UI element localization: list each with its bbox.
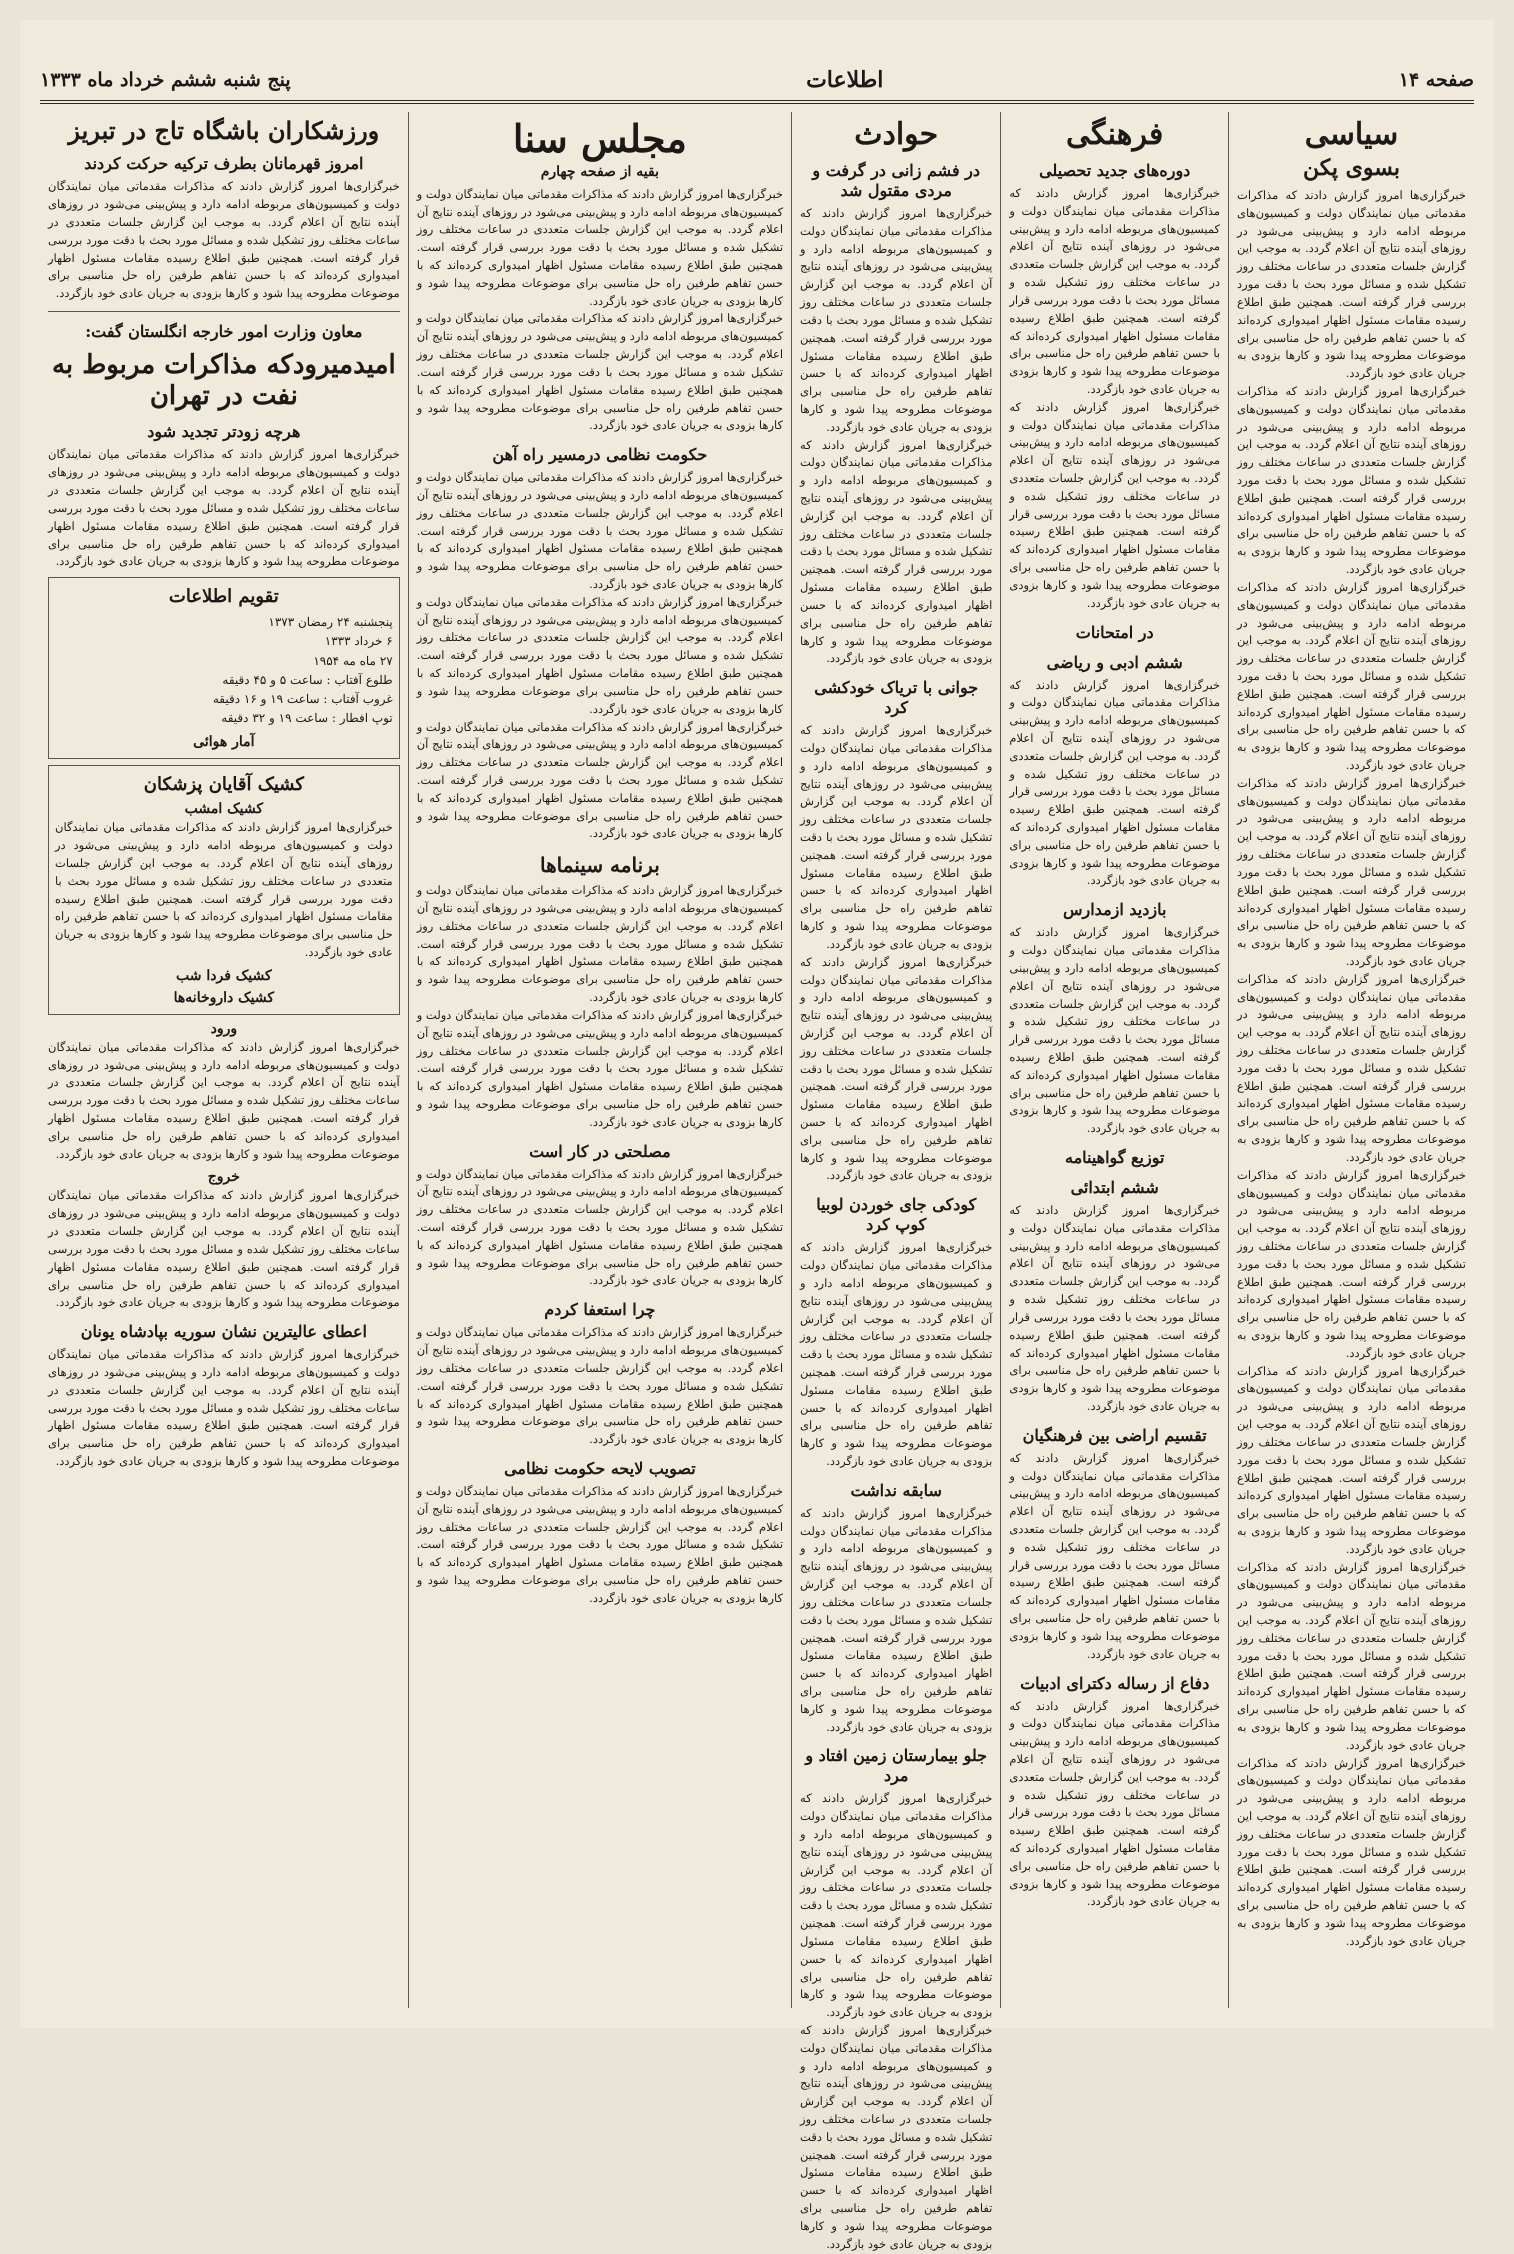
- headline: دفاع از رساله دکترای ادبیات: [1020, 1673, 1210, 1693]
- headline: دوره‌های جدید تحصیلی: [1039, 161, 1191, 180]
- calendar-line: طلوع آفتاب : ساعت ۵ و ۴۵ دقیقه: [222, 672, 393, 687]
- doctors-on-call-box: [48, 765, 400, 1015]
- article-body: خبرگزاری‌ها امروز گزارش دادند که مذاکرات مقدماتی میان نمایندگان دولت و کمیسیون‌های مربوطه ادامه دارد و پیش‌بینی می‌شود در روزهای آینده نتایج آن اعلام گردد. به موجب این گزارش جلسات متعددی در ساعات مختلف روز تشکیل شده و مسائل مورد بحث با دقت مورد بررسی قرار گرفته است. همچنین طبق اطلاع رسیده مقامات مسئول اظهار امیدواری کرده‌اند که با حسن تفاهم طرفین راه حل مناسبی برای موضوعات مطروحه پیدا شود و کارها بزودی به جریان عادی خود بازگردد.: [800, 1240, 993, 1468]
- page-number: صفحه ۱۴: [1398, 69, 1474, 91]
- article-body: خبرگزاری‌ها امروز گزارش دادند که مذاکرات مقدماتی میان نمایندگان دولت و کمیسیون‌های مربوطه ادامه دارد و پیش‌بینی می‌شود در روزهای آینده نتایج آن اعلام گردد. به موجب این گزارش جلسات متعددی در ساعات مختلف روز تشکیل شده و مسائل مورد بحث با دقت مورد بررسی قرار گرفته است. همچنین طبق اطلاع رسیده مقامات مسئول اظهار امیدواری کرده‌اند که با حسن تفاهم طرفین راه حل مناسبی برای موضوعات مطروحه پیدا شود و کارها بزودی به جریان عادی خود بازگردد.: [1237, 1559, 1466, 1752]
- article-body: خبرگزاری‌ها امروز گزارش دادند که مذاکرات مقدماتی میان نمایندگان دولت و کمیسیون‌های مربوطه ادامه دارد و پیش‌بینی می‌شود در روزهای آینده نتایج آن اعلام گردد. به موجب این گزارش جلسات متعددی در ساعات مختلف روز تشکیل شده و مسائل مورد بحث با دقت مورد بررسی قرار گرفته است. همچنین طبق اطلاع رسیده مقامات مسئول اظهار امیدواری کرده‌اند که با حسن تفاهم طرفین راه حل مناسبی برای موضوعات مطروحه پیدا شود و کارها بزودی به جریان عادی خود بازگردد.: [1237, 383, 1466, 577]
- headline: جوانی با تریاک خودکشی کرد: [814, 678, 979, 718]
- headline: حکومت نظامی درمسیر راه آهن: [492, 445, 708, 465]
- column-political: [1228, 112, 1474, 2008]
- headline: توزیع گواهینامه: [1064, 1148, 1165, 1167]
- article-body: خبرگزاری‌ها امروز گزارش دادند که مذاکرات مقدماتی میان نمایندگان دولت و کمیسیون‌های مربوطه ادامه دارد و پیش‌بینی می‌شود در روزهای آینده نتایج آن اعلام گردد. به موجب این گزارش جلسات متعددی در ساعات مختلف روز تشکیل شده و مسائل مورد بحث با دقت مورد بررسی قرار گرفته است. همچنین طبق اطلاع رسیده مقامات مسئول اظهار امیدواری کرده‌اند که با حسن تفاهم طرفین راه حل مناسبی برای موضوعات مطروحه پیدا شود و کارها بزودی به جریان عادی خود بازگردد.: [800, 723, 993, 951]
- section-head-incidents: حوادث: [854, 117, 939, 152]
- article-body: خبرگزاری‌ها امروز گزارش دادند که مذاکرات مقدماتی میان نمایندگان دولت و کمیسیون‌های مربوطه ادامه دارد و پیش‌بینی می‌شود در روزهای آینده نتایج آن اعلام گردد. به موجب این گزارش جلسات متعددی در ساعات مختلف روز تشکیل شده و مسائل مورد بحث با دقت مورد بررسی قرار گرفته است. همچنین طبق اطلاع رسیده مقامات مسئول اظهار امیدواری کرده‌اند که با حسن تفاهم طرفین راه حل مناسبی برای موضوعات مطروحه پیدا شود و کارها بزودی به جریان عادی خود بازگردد.: [800, 1791, 993, 2020]
- headline: اعطای عالیترین نشان سوریه بپادشاه یونان: [80, 1322, 367, 1342]
- headline: جلو بیمارستان زمین افتاد و مرد: [805, 1746, 988, 1786]
- calendar-line: غروب آفتاب : ساعت ۱۹ و ۱۶ دقیقه: [212, 691, 393, 706]
- article-body: خبرگزاری‌ها امروز گزارش دادند که مذاکرات مقدماتی میان نمایندگان دولت و کمیسیون‌های مربوطه ادامه دارد و پیش‌بینی می‌شود در روزهای آینده نتایج آن اعلام گردد. به موجب این گزارش جلسات متعددی در ساعات مختلف روز تشکیل شده و مسائل مورد بحث با دقت مورد بررسی قرار گرفته است. همچنین طبق اطلاع رسیده مقامات مسئول اظهار امیدواری کرده‌اند که با حسن تفاهم طرفین راه حل مناسبی برای موضوعات مطروحه پیدا شود و کارها بزودی به جریان عادی خود بازگردد.: [800, 206, 993, 434]
- calendar-box: [48, 577, 400, 759]
- article-body: خبرگزاری‌ها امروز گزارش دادند که مذاکرات مقدماتی میان نمایندگان دولت و کمیسیون‌های مربوطه ادامه دارد و پیش‌بینی می‌شود در روزهای آینده نتایج آن اعلام گردد. به موجب این گزارش جلسات متعددی در ساعات مختلف روز تشکیل شده و مسائل مورد بحث با دقت مورد بررسی قرار گرفته است. همچنین طبق اطلاع رسیده مقامات مسئول اظهار امیدواری کرده‌اند که با حسن تفاهم طرفین راه حل مناسبی برای موضوعات مطروحه پیدا شود و کارها بزودی به جریان عادی خود بازگردد.: [1009, 1698, 1221, 1909]
- sports-headline: ورزشکاران باشگاه تاج در تبریز: [68, 116, 380, 145]
- headline: امروز قهرمانان بطرف ترکیه حرکت کردند: [84, 154, 364, 174]
- article-body: خبرگزاری‌ها امروز گزارش دادند که مذاکرات مقدماتی میان نمایندگان دولت و کمیسیون‌های مربوطه ادامه دارد و پیش‌بینی می‌شود در روزهای آینده نتایج آن اعلام گردد. به موجب این گزارش جلسات متعددی در ساعات مختلف روز تشکیل شده و مسائل مورد بحث با دقت مورد بررسی قرار گرفته است. همچنین طبق اطلاع رسیده مقامات مسئول اظهار امیدواری کرده‌اند که با حسن تفاهم طرفین راه حل مناسبی برای موضوعات مطروحه پیدا شود و کارها بزودی به جریان عادی خود بازگردد.: [416, 311, 784, 433]
- article-body: خبرگزاری‌ها امروز گزارش دادند که مذاکرات مقدماتی میان نمایندگان دولت و کمیسیون‌های مربوطه ادامه دارد و پیش‌بینی می‌شود در روزهای آینده نتایج آن اعلام گردد. به موجب این گزارش جلسات متعددی در ساعات مختلف روز تشکیل شده و مسائل مورد بحث با دقت مورد بررسی قرار گرفته است. همچنین طبق اطلاع رسیده مقامات مسئول اظهار امیدواری کرده‌اند که با حسن تفاهم طرفین راه حل مناسبی برای موضوعات مطروحه پیدا شود و کارها بزودی به جریان عادی خود بازگردد.: [48, 1347, 400, 1469]
- column-incidents: [791, 112, 1000, 2251]
- article-body: خبرگزاری‌ها امروز گزارش دادند که مذاکرات مقدماتی میان نمایندگان دولت و کمیسیون‌های مربوطه ادامه دارد و پیش‌بینی می‌شود در روزهای آینده نتایج آن اعلام گردد. به موجب این گزارش جلسات متعددی در ساعات مختلف روز تشکیل شده و مسائل مورد بحث با دقت مورد بررسی قرار گرفته است. همچنین طبق اطلاع رسیده مقامات مسئول اظهار امیدواری کرده‌اند که با حسن تفاهم طرفین راه حل مناسبی برای موضوعات مطروحه پیدا شود و کارها بزودی به جریان عادی خود بازگردد.: [416, 1325, 784, 1447]
- headline: ششم ادبی و ریاضی: [1046, 652, 1183, 672]
- article-body: خبرگزاری‌ها امروز گزارش دادند که مذاکرات مقدماتی میان نمایندگان دولت و کمیسیون‌های مربوطه ادامه دارد و پیش‌بینی می‌شود در روزهای آینده نتایج آن اعلام گردد. به موجب این گزارش جلسات متعددی در ساعات مختلف روز تشکیل شده و مسائل مورد بحث با دقت مورد بررسی قرار گرفته است. همچنین طبق اطلاع رسیده مقامات مسئول اظهار امیدواری کرده‌اند که با حسن تفاهم طرفین راه حل مناسبی برای موضوعات مطروحه پیدا شود و کارها بزودی به جریان عادی خود بازگردد.: [416, 186, 784, 308]
- article-body: خبرگزاری‌ها امروز گزارش دادند که مذاکرات مقدماتی میان نمایندگان دولت و کمیسیون‌های مربوطه ادامه دارد و پیش‌بینی می‌شود در روزهای آینده نتایج آن اعلام گردد. به موجب این گزارش جلسات متعددی در ساعات مختلف روز تشکیل شده و مسائل مورد بحث با دقت مورد بررسی قرار گرفته است. همچنین طبق اطلاع رسیده مقامات مسئول اظهار امیدواری کرده‌اند که با حسن تفاهم طرفین راه حل مناسبی برای موضوعات مطروحه پیدا شود و کارها بزودی به جریان عادی خود بازگردد.: [800, 954, 993, 1183]
- article-body: خبرگزاری‌ها امروز گزارش دادند که مذاکرات مقدماتی میان نمایندگان دولت و کمیسیون‌های مربوطه ادامه دارد و پیش‌بینی می‌شود در روزهای آینده نتایج آن اعلام گردد. به موجب این گزارش جلسات متعددی در ساعات مختلف روز تشکیل شده و مسائل مورد بحث با دقت مورد بررسی قرار گرفته است. همچنین طبق اطلاع رسیده مقامات مسئول اظهار امیدواری کرده‌اند که با حسن تفاهم طرفین راه حل مناسبی برای موضوعات مطروحه پیدا شود و کارها بزودی به جریان عادی خود بازگردد.: [1237, 775, 1466, 968]
- article-body: خبرگزاری‌ها امروز گزارش دادند که مذاکرات مقدماتی میان نمایندگان دولت و کمیسیون‌های مربوطه ادامه دارد و پیش‌بینی می‌شود در روزهای آینده نتایج آن اعلام گردد. به موجب این گزارش جلسات متعددی در ساعات مختلف روز تشکیل شده و مسائل مورد بحث با دقت مورد بررسی قرار گرفته است. همچنین طبق اطلاع رسیده مقامات مسئول اظهار امیدواری کرده‌اند که با حسن تفاهم طرفین راه حل مناسبی برای موضوعات مطروحه پیدا شود و کارها بزودی به جریان عادی خود بازگردد.: [416, 1007, 784, 1129]
- headline-sub: هرچه زودتر تجدید شود: [147, 422, 301, 442]
- arrivals-title: ورود: [210, 1020, 238, 1037]
- article-body: خبرگزاری‌ها امروز گزارش دادند که مذاکرات مقدماتی میان نمایندگان دولت و کمیسیون‌های مربوطه ادامه دارد و پیش‌بینی می‌شود در روزهای آینده نتایج آن اعلام گردد. به موجب این گزارش جلسات متعددی در ساعات مختلف روز تشکیل شده و مسائل مورد بحث با دقت مورد بررسی قرار گرفته است. همچنین طبق اطلاع رسیده مقامات مسئول اظهار امیدواری کرده‌اند که با حسن تفاهم طرفین راه حل مناسبی برای موضوعات مطروحه پیدا شود و کارها بزودی به جریان عادی خود بازگردد.: [800, 437, 993, 666]
- article-body: خبرگزاری‌ها امروز گزارش دادند که مذاکرات مقدماتی میان نمایندگان دولت و کمیسیون‌های مربوطه ادامه دارد و پیش‌بینی می‌شود در روزهای آینده نتایج آن اعلام گردد. به موجب این گزارش جلسات متعددی در ساعات مختلف روز تشکیل شده و مسائل مورد بحث با دقت مورد بررسی قرار گرفته است. همچنین طبق اطلاع رسیده مقامات مسئول اظهار امیدواری کرده‌اند که با حسن تفاهم طرفین راه حل مناسبی برای موضوعات مطروحه پیدا شود و کارها بزودی به جریان عادی خود بازگردد.: [48, 1188, 400, 1310]
- paper-name: اطلاعات: [806, 67, 884, 93]
- section-head-senate: مجلس سنا: [512, 116, 687, 161]
- departures-title: خروج: [207, 1169, 240, 1186]
- columns: [40, 112, 1474, 2251]
- headline: مصلحتی در کار است: [529, 1141, 671, 1161]
- article-body: خبرگزاری‌ها امروز گزارش دادند که مذاکرات مقدماتی میان نمایندگان دولت و کمیسیون‌های مربوطه ادامه دارد و پیش‌بینی می‌شود در روزهای آینده نتایج آن اعلام گردد. به موجب این گزارش جلسات متعددی در ساعات مختلف روز تشکیل شده و مسائل مورد بحث با دقت مورد بررسی قرار گرفته است. همچنین طبق اطلاع رسیده مقامات مسئول اظهار امیدواری کرده‌اند که با حسن تفاهم طرفین راه حل مناسبی برای موضوعات مطروحه پیدا شود و کارها بزودی به جریان عادی خود بازگردد.: [416, 470, 784, 592]
- headline: کودکی جای خوردن لوبیا کوپ کرد: [816, 1195, 977, 1235]
- pharmacies-on-call: کشیک داروخانه‌ها: [173, 989, 275, 1006]
- headline: در فشم زانی در گرفت و مردی مقتول شد: [812, 161, 981, 200]
- article-body: خبرگزاری‌ها امروز گزارش دادند که مذاکرات مقدماتی میان نمایندگان دولت و کمیسیون‌های مربوطه ادامه دارد و پیش‌بینی می‌شود در روزهای آینده نتایج آن اعلام گردد. به موجب این گزارش جلسات متعددی در ساعات مختلف روز تشکیل شده و مسائل مورد بحث با دقت مورد بررسی قرار گرفته است. همچنین طبق اطلاع رسیده مقامات مسئول اظهار امیدواری کرده‌اند که با حسن تفاهم طرفین راه حل مناسبی برای موضوعات مطروحه پیدا شود و کارها بزودی به جریان عادی خود بازگردد.: [416, 594, 784, 716]
- article-body: خبرگزاری‌ها امروز گزارش دادند که مذاکرات مقدماتی میان نمایندگان دولت و کمیسیون‌های مربوطه ادامه دارد و پیش‌بینی می‌شود در روزهای آینده نتایج آن اعلام گردد. به موجب این گزارش جلسات متعددی در ساعات مختلف روز تشکیل شده و مسائل مورد بحث با دقت مورد بررسی قرار گرفته است. همچنین طبق اطلاع رسیده مقامات مسئول اظهار امیدواری کرده‌اند که با حسن تفاهم طرفین راه حل مناسبی برای موضوعات مطروحه پیدا شود و کارها بزودی به جریان عادی خود بازگردد.: [1237, 971, 1466, 1164]
- weather-title: آمار هوائی: [193, 734, 255, 751]
- headline: تقسیم اراضی بین فرهنگیان: [1022, 1425, 1207, 1445]
- section-head-cultural: فرهنگی: [1066, 117, 1164, 152]
- article-body: خبرگزاری‌ها امروز گزارش دادند که مذاکرات مقدماتی میان نمایندگان دولت و کمیسیون‌های مربوطه ادامه دارد و پیش‌بینی می‌شود در روزهای آینده نتایج آن اعلام گردد. به موجب این گزارش جلسات متعددی در ساعات مختلف روز تشکیل شده و مسائل مورد بحث با دقت مورد بررسی قرار گرفته است. همچنین طبق اطلاع رسیده مقامات مسئول اظهار امیدواری کرده‌اند که با حسن تفاهم طرفین راه حل مناسبی برای موضوعات مطروحه پیدا شود و کارها بزودی به جریان عادی خود بازگردد.: [48, 179, 400, 301]
- masthead: [40, 60, 1474, 104]
- article-body: خبرگزاری‌ها امروز گزارش دادند که مذاکرات مقدماتی میان نمایندگان دولت و کمیسیون‌های مربوطه ادامه دارد و پیش‌بینی می‌شود در روزهای آینده نتایج آن اعلام گردد. به موجب این گزارش جلسات متعددی در ساعات مختلف روز تشکیل شده و مسائل مورد بحث با دقت مورد بررسی قرار گرفته است. همچنین طبق اطلاع رسیده مقامات مسئول اظهار امیدواری کرده‌اند که با حسن تفاهم طرفین راه حل مناسبی برای موضوعات مطروحه پیدا شود و کارها بزودی به جریان عادی خود بازگردد.: [1237, 1363, 1466, 1556]
- calendar-line: پنجشنبه ۲۴ رمضان ۱۳۷۳: [268, 615, 393, 630]
- calendar-line: توپ افطار : ساعت ۱۹ و ۳۲ دقیقه: [221, 711, 393, 726]
- headline: بازدید ازمدارس: [1062, 900, 1167, 920]
- headline-oil-talks: امیدمیرودکه مذاکرات مربوط به نفت در تهران: [51, 350, 396, 412]
- article-body: خبرگزاری‌ها امروز گزارش دادند که مذاکرات مقدماتی میان نمایندگان دولت و کمیسیون‌های مربوطه ادامه دارد و پیش‌بینی می‌شود در روزهای آینده نتایج آن اعلام گردد. به موجب این گزارش جلسات متعددی در ساعات مختلف روز تشکیل شده و مسائل مورد بحث با دقت مورد بررسی قرار گرفته است. همچنین طبق اطلاع رسیده مقامات مسئول اظهار امیدواری کرده‌اند که با حسن تفاهم طرفین راه حل مناسبی برای موضوعات مطروحه پیدا شود و کارها بزودی به جریان عادی خود بازگردد.: [800, 1505, 993, 1734]
- article-body: خبرگزاری‌ها امروز گزارش دادند که مذاکرات مقدماتی میان نمایندگان دولت و کمیسیون‌های مربوطه ادامه دارد و پیش‌بینی می‌شود در روزهای آینده نتایج آن اعلام گردد. به موجب این گزارش جلسات متعددی در ساعات مختلف روز تشکیل شده و مسائل مورد بحث با دقت مورد بررسی قرار گرفته است. همچنین طبق اطلاع رسیده مقامات مسئول اظهار امیدواری کرده‌اند که با حسن تفاهم طرفین راه حل مناسبی برای موضوعات مطروحه پیدا شود و کارها بزودی به جریان عادی خود بازگردد.: [416, 883, 784, 1005]
- headline: در امتحانات: [1075, 622, 1154, 642]
- article-body: خبرگزاری‌ها امروز گزارش دادند که مذاکرات مقدماتی میان نمایندگان دولت و کمیسیون‌های مربوطه ادامه دارد و پیش‌بینی می‌شود در روزهای آینده نتایج آن اعلام گردد. به موجب این گزارش جلسات متعددی در ساعات مختلف روز تشکیل شده و مسائل مورد بحث با دقت مورد بررسی قرار گرفته است. همچنین طبق اطلاع رسیده مقامات مسئول اظهار امیدواری کرده‌اند که با حسن تفاهم طرفین راه حل مناسبی برای موضوعات مطروحه پیدا شود و کارها بزودی به جریان عادی خود بازگردد.: [1237, 1755, 1466, 1948]
- newspaper-page: [20, 20, 1494, 2251]
- headline: تصویب لایحه حکومت نظامی: [504, 1458, 696, 1478]
- column-misc: [40, 112, 408, 2008]
- article-body: خبرگزاری‌ها امروز گزارش دادند که مذاکرات مقدماتی میان نمایندگان دولت و کمیسیون‌های مربوطه ادامه دارد و پیش‌بینی می‌شود در روزهای آینده نتایج آن اعلام گردد. به موجب این گزارش جلسات متعددی در ساعات مختلف روز تشکیل شده و مسائل مورد بحث با دقت مورد بررسی قرار گرفته است. همچنین طبق اطلاع رسیده مقامات مسئول اظهار امیدواری کرده‌اند که با حسن تفاهم طرفین راه حل مناسبی برای موضوعات مطروحه پیدا شود و کارها بزودی به جریان عادی خود بازگردد.: [1009, 399, 1221, 610]
- article-title-beijing: بسوی پکن: [1303, 155, 1401, 181]
- article-body: خبرگزاری‌ها امروز گزارش دادند که مذاکرات مقدماتی میان نمایندگان دولت و کمیسیون‌های مربوطه ادامه دارد و پیش‌بینی می‌شود در روزهای آینده نتایج آن اعلام گردد. به موجب این گزارش جلسات متعددی در ساعات مختلف روز تشکیل شده و مسائل مورد بحث با دقت مورد بررسی قرار گرفته است. همچنین طبق اطلاع رسیده مقامات مسئول اظهار امیدواری کرده‌اند که با حسن تفاهم طرفین راه حل مناسبی برای موضوعات مطروحه پیدا شود و کارها بزودی به جریان عادی خود بازگردد.: [416, 719, 784, 841]
- headline: ششم ابتدائی: [1070, 1178, 1159, 1197]
- continued-from: بقیه از صفحه چهارم: [540, 163, 660, 180]
- headline: چرا استعفا کردم: [544, 1300, 656, 1320]
- article-body: خبرگزاری‌ها امروز گزارش دادند که مذاکرات مقدماتی میان نمایندگان دولت و کمیسیون‌های مربوطه ادامه دارد و پیش‌بینی می‌شود در روزهای آینده نتایج آن اعلام گردد. به موجب این گزارش جلسات متعددی در ساعات مختلف روز تشکیل شده و مسائل مورد بحث با دقت مورد بررسی قرار گرفته است. همچنین طبق اطلاع رسیده مقامات مسئول اظهار امیدواری کرده‌اند که با حسن تفاهم طرفین راه حل مناسبی برای موضوعات مطروحه پیدا شود و کارها بزودی به جریان عادی خود بازگردد.: [55, 820, 393, 959]
- article-body: خبرگزاری‌ها امروز گزارش دادند که مذاکرات مقدماتی میان نمایندگان دولت و کمیسیون‌های مربوطه ادامه دارد و پیش‌بینی می‌شود در روزهای آینده نتایج آن اعلام گردد. به موجب این گزارش جلسات متعددی در ساعات مختلف روز تشکیل شده و مسائل مورد بحث با دقت مورد بررسی قرار گرفته است. همچنین طبق اطلاع رسیده مقامات مسئول اظهار امیدواری کرده‌اند که با حسن تفاهم طرفین راه حل مناسبی برای موضوعات مطروحه پیدا شود و کارها بزودی به جریان عادی خود بازگردد.: [1009, 925, 1221, 1136]
- article-body: خبرگزاری‌ها امروز گزارش دادند که مذاکرات مقدماتی میان نمایندگان دولت و کمیسیون‌های مربوطه ادامه دارد و پیش‌بینی می‌شود در روزهای آینده نتایج آن اعلام گردد. به موجب این گزارش جلسات متعددی در ساعات مختلف روز تشکیل شده و مسائل مورد بحث با دقت مورد بررسی قرار گرفته است. همچنین طبق اطلاع رسیده مقامات مسئول اظهار امیدواری کرده‌اند که با حسن تفاهم طرفین راه حل مناسبی برای موضوعات مطروحه پیدا شود و کارها بزودی به جریان عادی خود بازگردد.: [1009, 186, 1221, 396]
- article-body: خبرگزاری‌ها امروز گزارش دادند که مذاکرات مقدماتی میان نمایندگان دولت و کمیسیون‌های مربوطه ادامه دارد و پیش‌بینی می‌شود در روزهای آینده نتایج آن اعلام گردد. به موجب این گزارش جلسات متعددی در ساعات مختلف روز تشکیل شده و مسائل مورد بحث با دقت مورد بررسی قرار گرفته است. همچنین طبق اطلاع رسیده مقامات مسئول اظهار امیدواری کرده‌اند که با حسن تفاهم طرفین راه حل مناسبی برای موضوعات مطروحه پیدا شود و کارها بزودی به جریان عادی خود بازگردد.: [1009, 1203, 1221, 1413]
- section-head-political: سیاسی: [1304, 117, 1399, 152]
- issue-date: پنج شنبه ششم خرداد ماه ۱۳۳۳: [40, 69, 291, 91]
- article-body: خبرگزاری‌ها امروز گزارش دادند که مذاکرات مقدماتی میان نمایندگان دولت و کمیسیون‌های مربوطه ادامه دارد و پیش‌بینی می‌شود در روزهای آینده نتایج آن اعلام گردد. به موجب این گزارش جلسات متعددی در ساعات مختلف روز تشکیل شده و مسائل مورد بحث با دقت مورد بررسی قرار گرفته است. همچنین طبق اطلاع رسیده مقامات مسئول اظهار امیدواری کرده‌اند که با حسن تفاهم طرفین راه حل مناسبی برای موضوعات مطروحه پیدا شود و کارها بزودی به جریان عادی خود بازگردد.: [800, 2022, 993, 2251]
- headline-cinemas: برنامه سینماها: [539, 853, 660, 878]
- article-body: خبرگزاری‌ها امروز گزارش دادند که مذاکرات مقدماتی میان نمایندگان دولت و کمیسیون‌های مربوطه ادامه دارد و پیش‌بینی می‌شود در روزهای آینده نتایج آن اعلام گردد. به موجب این گزارش جلسات متعددی در ساعات مختلف روز تشکیل شده و مسائل مورد بحث با دقت مورد بررسی قرار گرفته است. همچنین طبق اطلاع رسیده مقامات مسئول اظهار امیدواری کرده‌اند که با حسن تفاهم طرفین راه حل مناسبی برای موضوعات مطروحه پیدا شود و کارها بزودی به جریان عادی خود بازگردد.: [1237, 579, 1466, 772]
- column-senate: [408, 112, 791, 2008]
- article-body: خبرگزاری‌ها امروز گزارش دادند که مذاکرات مقدماتی میان نمایندگان دولت و کمیسیون‌های مربوطه ادامه دارد و پیش‌بینی می‌شود در روزهای آینده نتایج آن اعلام گردد. به موجب این گزارش جلسات متعددی در ساعات مختلف روز تشکیل شده و مسائل مورد بحث با دقت مورد بررسی قرار گرفته است. همچنین طبق اطلاع رسیده مقامات مسئول اظهار امیدواری کرده‌اند که با حسن تفاهم طرفین راه حل مناسبی برای موضوعات مطروحه پیدا شود و کارها بزودی به جریان عادی خود بازگردد.: [1237, 1167, 1466, 1360]
- article-body: خبرگزاری‌ها امروز گزارش دادند که مذاکرات مقدماتی میان نمایندگان دولت و کمیسیون‌های مربوطه ادامه دارد و پیش‌بینی می‌شود در روزهای آینده نتایج آن اعلام گردد. به موجب این گزارش جلسات متعددی در ساعات مختلف روز تشکیل شده و مسائل مورد بحث با دقت مورد بررسی قرار گرفته است. همچنین طبق اطلاع رسیده مقامات مسئول اظهار امیدواری کرده‌اند که با حسن تفاهم طرفین راه حل مناسبی برای موضوعات مطروحه پیدا شود و کارها بزودی به جریان عادی خود بازگردد.: [48, 1039, 400, 1161]
- doctors-title: کشیک آقایان پزشکان: [143, 774, 304, 796]
- article-body: خبرگزاری‌ها امروز گزارش دادند که مذاکرات مقدماتی میان نمایندگان دولت و کمیسیون‌های مربوطه ادامه دارد و پیش‌بینی می‌شود در روزهای آینده نتایج آن اعلام گردد. به موجب این گزارش جلسات متعددی در ساعات مختلف روز تشکیل شده و مسائل مورد بحث با دقت مورد بررسی قرار گرفته است. همچنین طبق اطلاع رسیده مقامات مسئول اظهار امیدواری کرده‌اند که با حسن تفاهم طرفین راه حل مناسبی برای موضوعات مطروحه پیدا شود و کارها بزودی به جریان عادی خود بازگردد.: [416, 1483, 784, 1605]
- calendar-line: ۶ خرداد ۱۳۳۳: [324, 634, 393, 649]
- calendar-title: تقویم اطلاعات: [168, 586, 279, 608]
- column-cultural: [1000, 112, 1228, 2008]
- article-body: خبرگزاری‌ها امروز گزارش دادند که مذاکرات مقدماتی میان نمایندگان دولت و کمیسیون‌های مربوطه ادامه دارد و پیش‌بینی می‌شود در روزهای آینده نتایج آن اعلام گردد. به موجب این گزارش جلسات متعددی در ساعات مختلف روز تشکیل شده و مسائل مورد بحث با دقت مورد بررسی قرار گرفته است. همچنین طبق اطلاع رسیده مقامات مسئول اظهار امیدواری کرده‌اند که با حسن تفاهم طرفین راه حل مناسبی برای موضوعات مطروحه پیدا شود و کارها بزودی به جریان عادی خود بازگردد.: [1009, 677, 1221, 888]
- article-body: خبرگزاری‌ها امروز گزارش دادند که مذاکرات مقدماتی میان نمایندگان دولت و کمیسیون‌های مربوطه ادامه دارد و پیش‌بینی می‌شود در روزهای آینده نتایج آن اعلام گردد. به موجب این گزارش جلسات متعددی در ساعات مختلف روز تشکیل شده و مسائل مورد بحث با دقت مورد بررسی قرار گرفته است. همچنین طبق اطلاع رسیده مقامات مسئول اظهار امیدواری کرده‌اند که با حسن تفاهم طرفین راه حل مناسبی برای موضوعات مطروحه پیدا شود و کارها بزودی به جریان عادی خود بازگردد.: [416, 1166, 784, 1288]
- calendar-line: ۲۷ ماه مه ۱۹۵۴: [313, 653, 393, 668]
- article-body: خبرگزاری‌ها امروز گزارش دادند که مذاکرات مقدماتی میان نمایندگان دولت و کمیسیون‌های مربوطه ادامه دارد و پیش‌بینی می‌شود در روزهای آینده نتایج آن اعلام گردد. به موجب این گزارش جلسات متعددی در ساعات مختلف روز تشکیل شده و مسائل مورد بحث با دقت مورد بررسی قرار گرفته است. همچنین طبق اطلاع رسیده مقامات مسئول اظهار امیدواری کرده‌اند که با حسن تفاهم طرفین راه حل مناسبی برای موضوعات مطروحه پیدا شود و کارها بزودی به جریان عادی خود بازگردد.: [48, 447, 400, 569]
- on-call-tomorrow: کشیک فردا شب: [176, 967, 272, 984]
- headline-small: معاون وزارت امور خارجه انگلستان گفت:: [85, 322, 363, 342]
- article-body: خبرگزاری‌ها امروز گزارش دادند که مذاکرات مقدماتی میان نمایندگان دولت و کمیسیون‌های مربوطه ادامه دارد و پیش‌بینی می‌شود در روزهای آینده نتایج آن اعلام گردد. به موجب این گزارش جلسات متعددی در ساعات مختلف روز تشکیل شده و مسائل مورد بحث با دقت مورد بررسی قرار گرفته است. همچنین طبق اطلاع رسیده مقامات مسئول اظهار امیدواری کرده‌اند که با حسن تفاهم طرفین راه حل مناسبی برای موضوعات مطروحه پیدا شود و کارها بزودی به جریان عادی خود بازگردد.: [1237, 188, 1466, 381]
- on-call-tonight: کشیک امشب: [184, 801, 264, 818]
- article-body: خبرگزاری‌ها امروز گزارش دادند که مذاکرات مقدماتی میان نمایندگان دولت و کمیسیون‌های مربوطه ادامه دارد و پیش‌بینی می‌شود در روزهای آینده نتایج آن اعلام گردد. به موجب این گزارش جلسات متعددی در ساعات مختلف روز تشکیل شده و مسائل مورد بحث با دقت مورد بررسی قرار گرفته است. همچنین طبق اطلاع رسیده مقامات مسئول اظهار امیدواری کرده‌اند که با حسن تفاهم طرفین راه حل مناسبی برای موضوعات مطروحه پیدا شود و کارها بزودی به جریان عادی خود بازگردد.: [1009, 1450, 1221, 1661]
- divider: [48, 311, 400, 312]
- headline: سابقه نداشت: [850, 1480, 942, 1500]
